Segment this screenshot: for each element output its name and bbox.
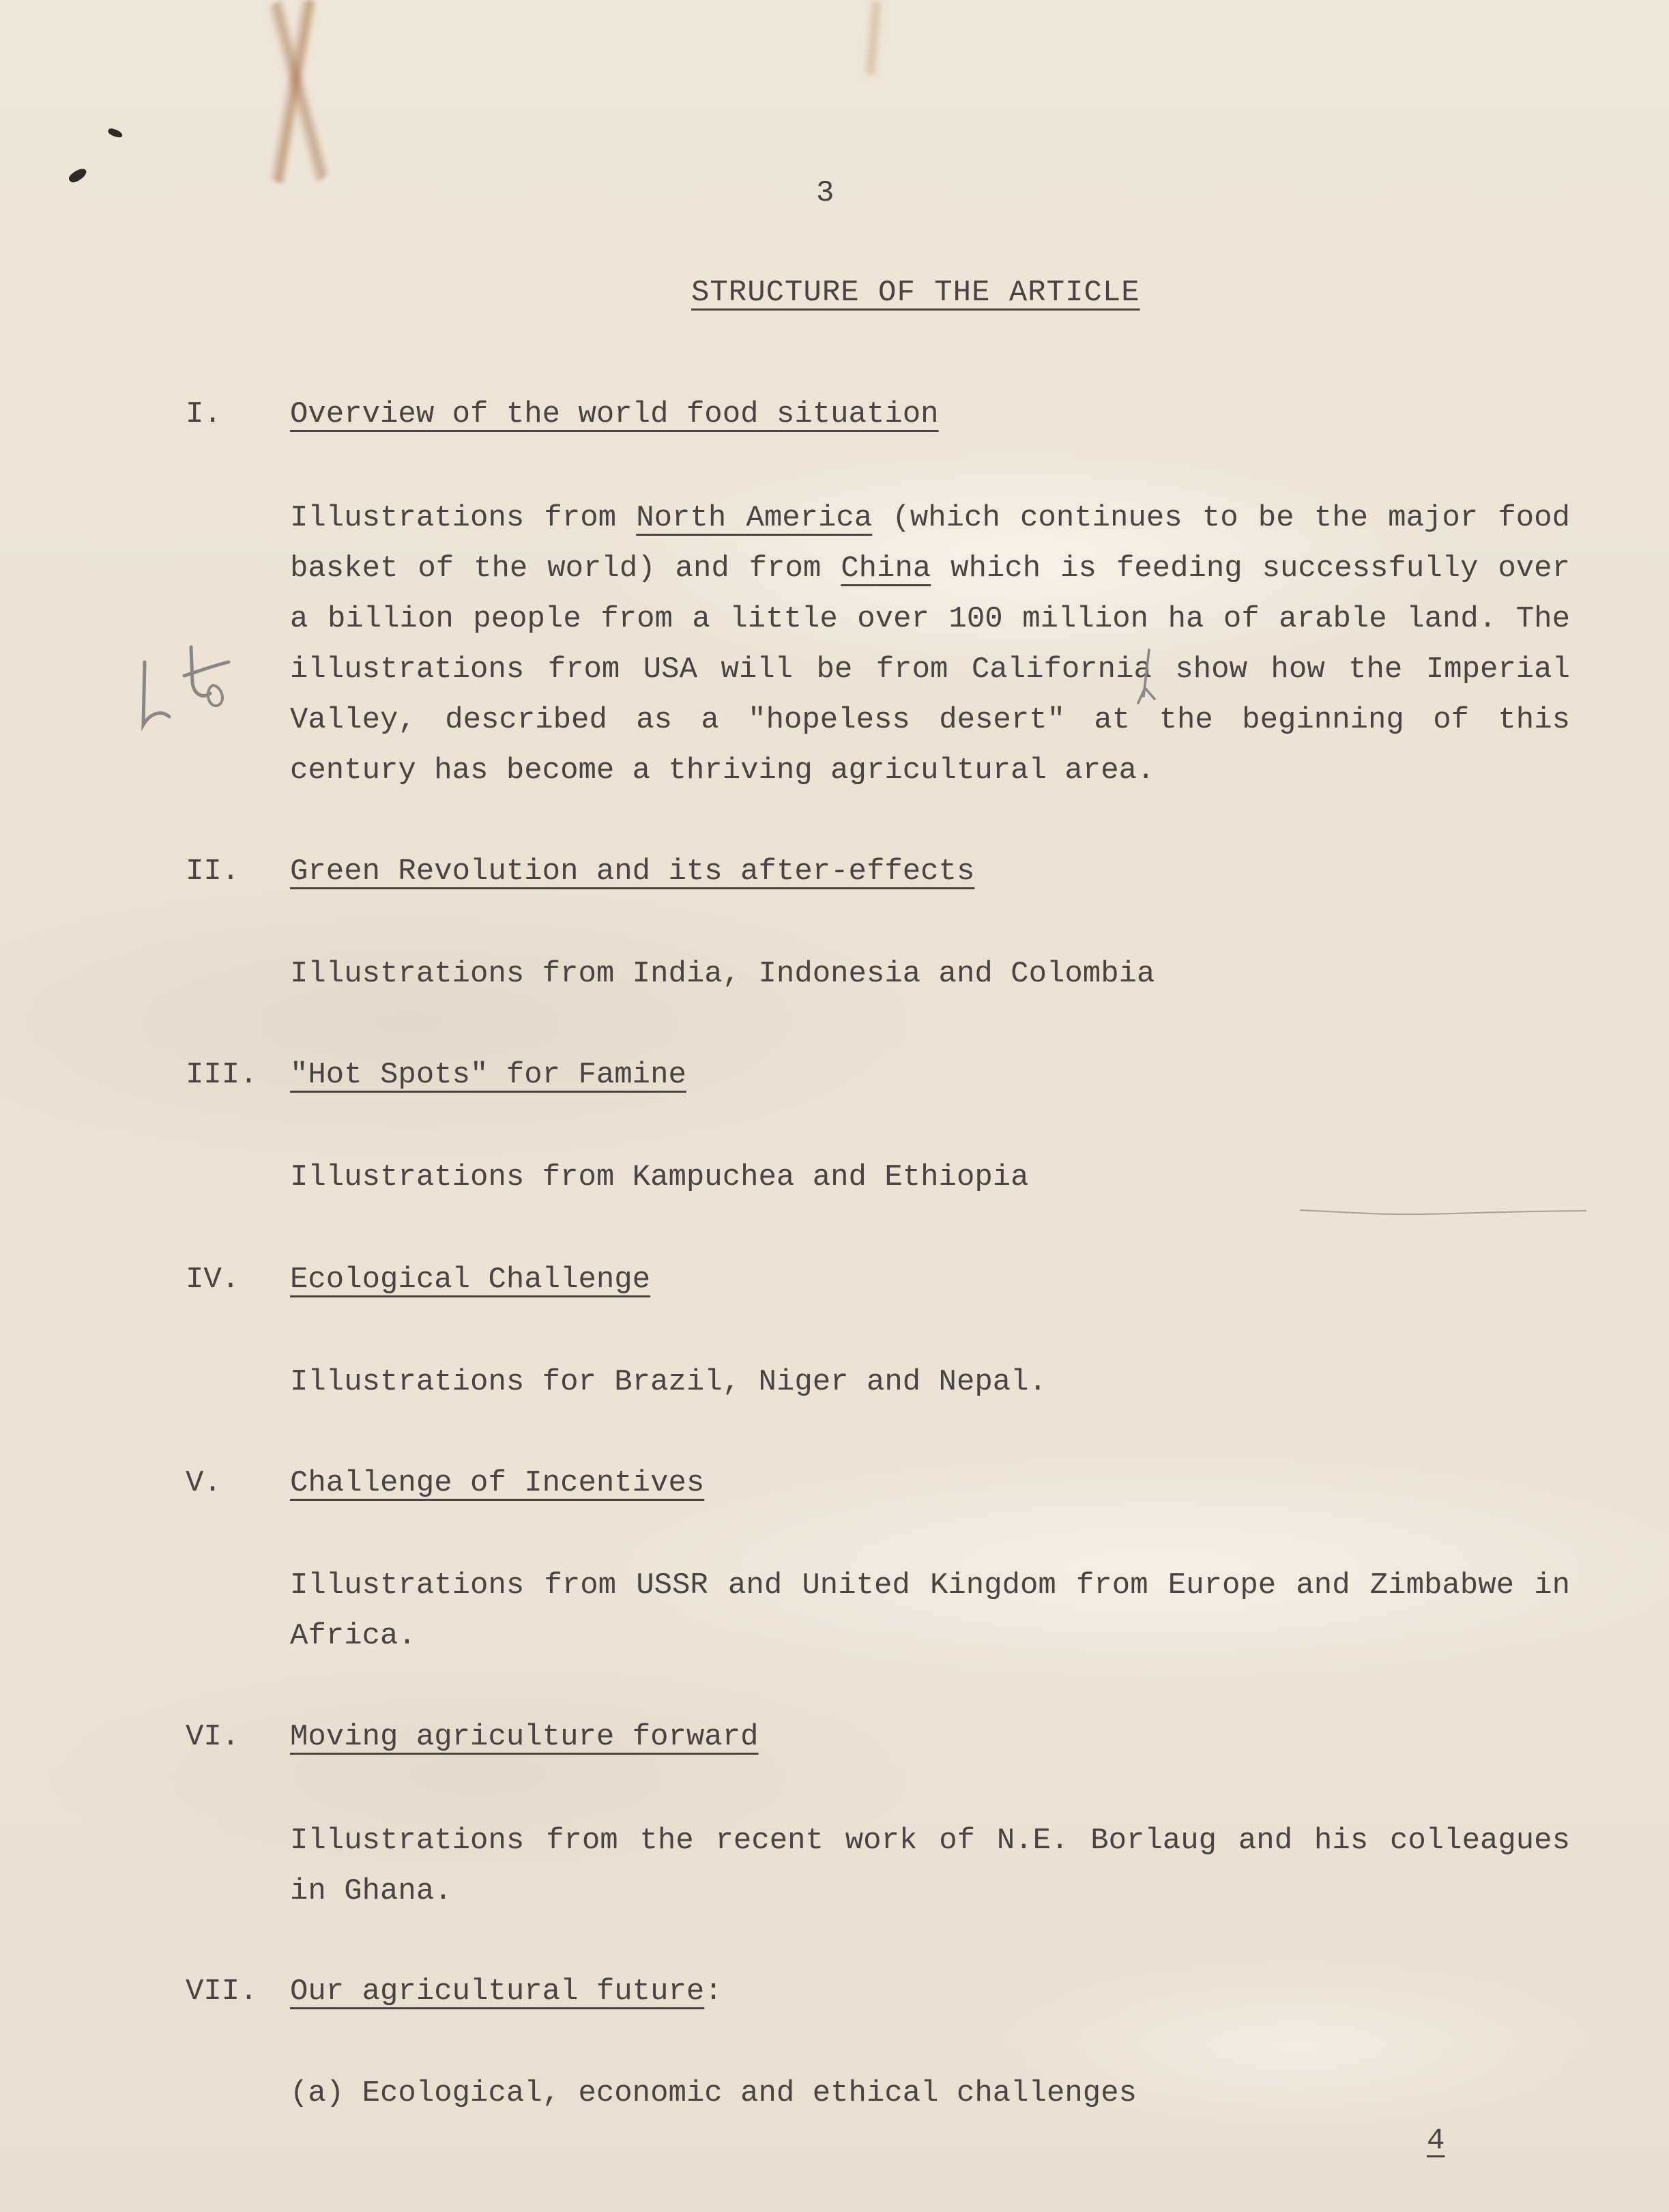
section-numeral: II. <box>186 854 240 889</box>
paper-speck <box>107 128 124 139</box>
section-body: Illustrations from India, Indonesia and Colombia <box>290 957 1155 991</box>
section-numeral: VI. <box>186 1720 240 1754</box>
water-stain <box>246 0 348 184</box>
underlined-place-name: North America <box>636 501 873 535</box>
section-numeral: VII. <box>186 1974 258 2009</box>
paper-speck <box>68 166 89 185</box>
paper-crease <box>1300 1208 1586 1216</box>
body-text-segment: (which continues to be the major food basket of the world) and from <box>290 501 1570 586</box>
section-body <box>290 493 1570 796</box>
page-number: 3 <box>816 176 834 210</box>
section-numeral: V. <box>186 1466 222 1500</box>
section-heading: Challenge of Incentives <box>290 1466 705 1500</box>
section-heading-text: Our agricultural future <box>290 1974 705 2009</box>
heading-colon: : <box>704 1974 723 2009</box>
insertion-caret-mark <box>1133 647 1160 706</box>
section-heading: Ecological Challenge <box>290 1263 651 1297</box>
body-text-segment: which is feeding successfully over a billion people from a little over 100 million ha of arable land. The illustrations from USA will be from California show how the Imperial Valley, described as a "hopeless desert" at the beginning of this century has become a thriving agricultural area. <box>290 551 1570 788</box>
section-body: Illustrations from the recent work of N.E. Borlaug and his colleagues in Ghana. <box>290 1824 1570 1908</box>
document-title: STRUCTURE OF THE ARTICLE <box>691 276 1140 310</box>
section-heading <box>290 1974 723 2009</box>
section-body: Illustrations from Kampuchea and Ethiopia <box>290 1160 1029 1194</box>
section-heading: "Hot Spots" for Famine <box>290 1058 686 1092</box>
next-page-marker: 4 <box>1427 2124 1445 2158</box>
section-heading: Overview of the world food situation <box>290 397 939 431</box>
section-numeral: I. <box>186 397 222 431</box>
section-body: Illustrations from USSR and United Kingdom from Europe and Zimbabwe in Africa. <box>290 1568 1570 1653</box>
section-subitem: (a) Ecological, economic and ethical challenges <box>290 2076 1137 2110</box>
underlined-place-name: China <box>841 551 931 586</box>
section-heading: Green Revolution and its after-effects <box>290 854 975 889</box>
water-stain <box>853 0 894 75</box>
section-heading: Moving agriculture forward <box>290 1720 759 1754</box>
section-numeral: IV. <box>186 1263 240 1297</box>
body-text-segment: Illustrations from <box>290 501 637 535</box>
section-body: Illustrations for Brazil, Niger and Nepal. <box>290 1365 1047 1399</box>
handwritten-margin-note <box>136 642 246 737</box>
section-numeral: III. <box>186 1058 258 1092</box>
